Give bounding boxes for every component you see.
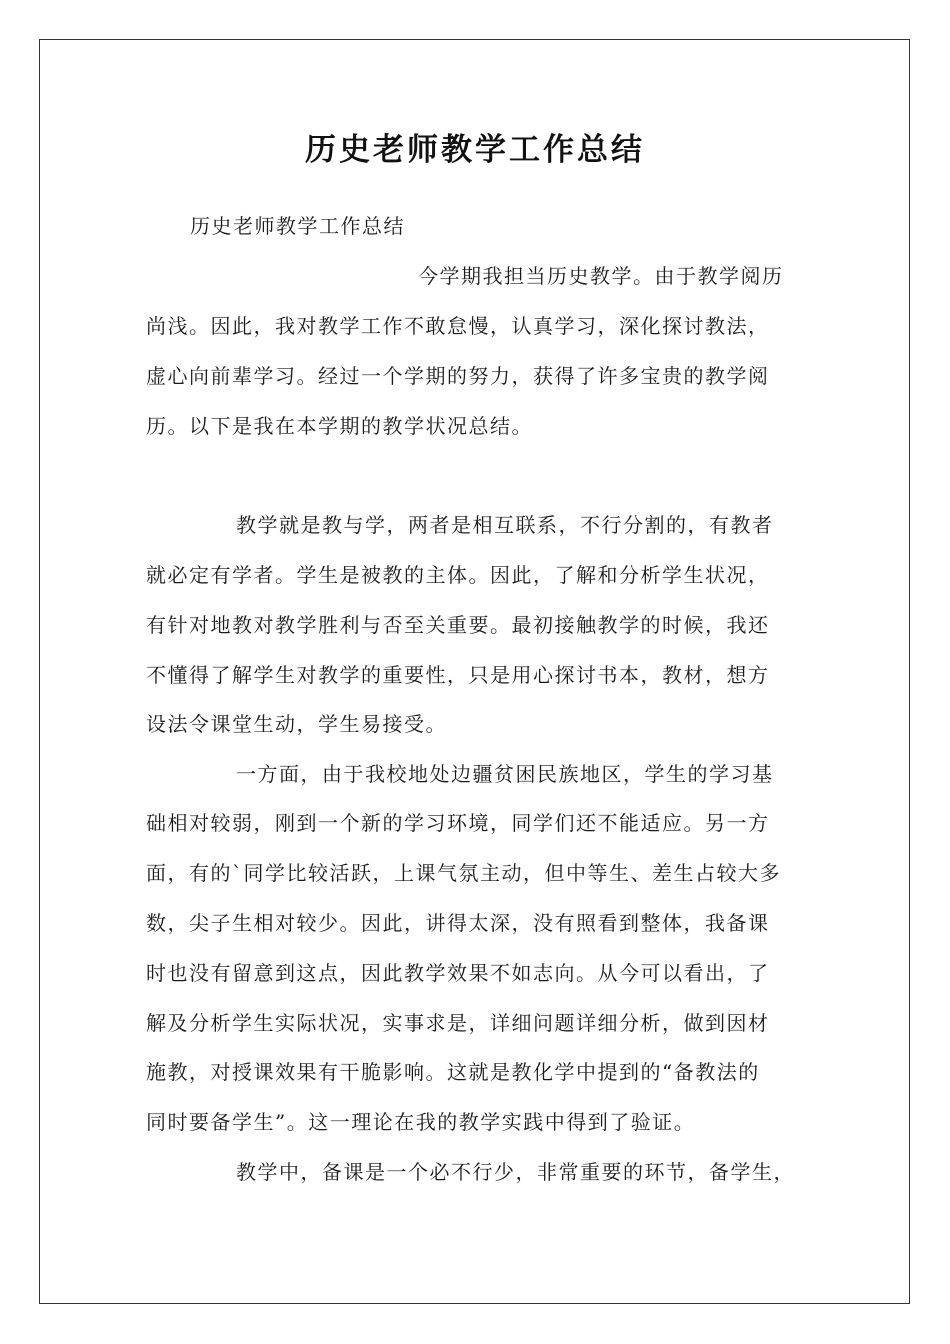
paragraph-2-line-5: 设法令课堂生动，学生易接受。 xyxy=(146,712,447,736)
paragraph-2-line-4: 不懂得了解学生对教学的重要性，只是用心探讨书本，教材，想方 xyxy=(146,663,770,687)
paragraph-3-line-5: 时也没有留意到这点，因此教学效果不如志向。从今可以看出，了 xyxy=(146,961,770,985)
paragraph-3-line-7: 施教，对授课效果有干脆影响。这就是教化学中提到的“备教法的 xyxy=(146,1060,760,1084)
paragraph-3-line-3: 面，有的`同学比较活跃，上课气氛主动，但中等生、差生占较大多 xyxy=(146,861,781,885)
paragraph-2-line-2: 就必定有学者。学生是被教的主体。因此，了解和分析学生状况， xyxy=(146,563,770,587)
paragraph-3-line-6: 解及分析学生实际状况，实事求是，详细问题详细分析，做到因材 xyxy=(146,1011,770,1035)
paragraph-1-line-2: 尚浅。因此，我对教学工作不敢怠慢，认真学习，深化探讨教法， xyxy=(146,314,770,338)
paragraph-1-line-1: 今学期我担当历史教学。由于教学阅历 xyxy=(418,264,784,288)
paragraph-2-line-1: 教学就是教与学，两者是相互联系，不行分割的，有教者 xyxy=(236,513,774,537)
paragraph-3-line-1: 一方面，由于我校地处边疆贫困民族地区，学生的学习基 xyxy=(236,762,774,786)
paragraph-1-line-4: 历。以下是我在本学期的教学状况总结。 xyxy=(146,414,533,438)
document-subtitle: 历史老师教学工作总结 xyxy=(190,214,405,238)
paragraph-4-line-1: 教学中，备课是一个必不行少，非常重要的环节，备学生， xyxy=(236,1160,795,1184)
paragraph-2-line-3: 有针对地教对教学胜利与否至关重要。最初接触教学的时候，我还 xyxy=(146,613,770,637)
paragraph-1-line-3: 虚心向前辈学习。经过一个学期的努力，获得了许多宝贵的教学阅 xyxy=(146,364,770,388)
document-title: 历史老师教学工作总结 xyxy=(305,132,645,168)
paragraph-3-line-4: 数，尖子生相对较少。因此，讲得太深，没有照看到整体，我备课 xyxy=(146,911,770,935)
paragraph-3-line-2: 础相对较弱，刚到一个新的学习环境，同学们还不能适应。另一方 xyxy=(146,811,770,835)
paragraph-3-line-8: 同时要备学生”。这一理论在我的教学实践中得到了验证。 xyxy=(146,1110,696,1134)
